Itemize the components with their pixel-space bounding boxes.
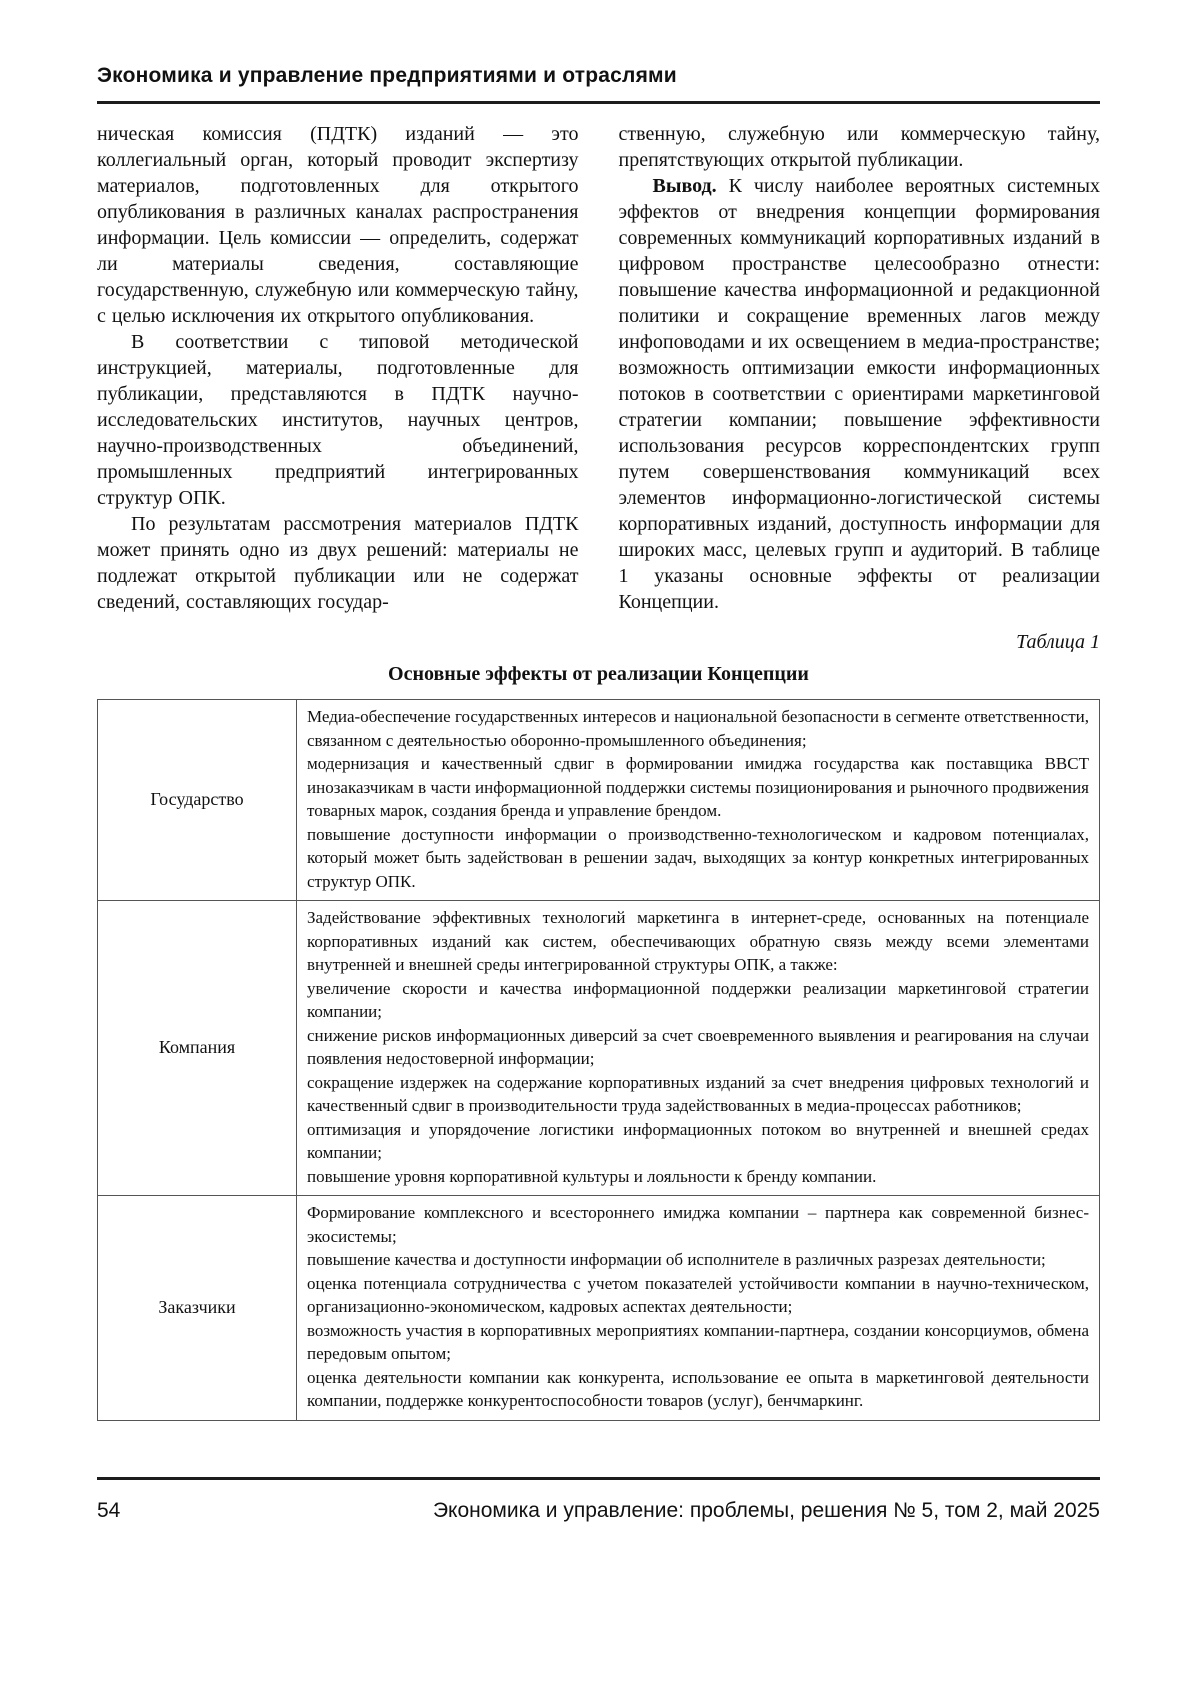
table-caption: Таблица 1 — [1016, 631, 1100, 653]
table-item: сокращение издержек на содержание корпоративных изданий за счет внедрения цифровых технологий и качественный сдвиг в производительности труда задействованных в медиа-процессах работников; — [307, 1072, 1089, 1115]
footer-rule — [97, 1477, 1100, 1480]
paragraph: ническая комиссия (ПДТК) изданий — это коллегиальный орган, который проводит экспертизу материалов, подготовленных для открытого опубликования в различных каналах распространения информации. Цель комиссии — определить, содержат ли материалы сведения, составляющие государственную, служебную или коммерческую тайну, с целью исключения их открытого опубликования. — [97, 123, 579, 327]
table-item: снижение рисков информационных диверсий за счет своевременного выявления и реагирования на случаи появления недостоверной информации; — [307, 1025, 1089, 1068]
table-item: оценка потенциала сотрудничества с учетом показателей устойчивости компании в научно-техническом, организационно-экономическом, кадровых аспектах деятельности; — [307, 1273, 1089, 1316]
paragraph-lead: Вывод. — [652, 175, 729, 197]
body-columns — [97, 121, 1100, 615]
table-row — [98, 700, 1100, 901]
table-item: Медиа-обеспечение государственных интересов и национальной безопасности в сегменте ответственности, связанном с деятельностью оборонно-промышленного объединения; — [307, 707, 1089, 750]
table-item: повышение качества и доступности информации об исполнителе в различных разрезах деятельности; — [307, 1250, 1046, 1269]
column-right — [619, 121, 1101, 615]
table-item: модернизация и качественный сдвиг в формировании имиджа государства как поставщика ВВСТ инозаказчикам в части информационной поддержки системы позиционирования и рыночного продвижения товарных марок, создания бренда и управление брендом. — [307, 754, 1089, 820]
table-item: оценка деятельности компании как конкурента, использование ее опыта в маркетинговой деятельности компании, поддержке конкурентоспособности товаров (услуг), бенчмаркинг. — [307, 1367, 1089, 1410]
table-item: повышение уровня корпоративной культуры и лояльности к бренду компании. — [307, 1166, 877, 1186]
table-item: увеличение скорости и качества информационной поддержки реализации маркетинговой стратегии компании; — [307, 978, 1089, 1021]
running-head-title: Экономика и управление предприятиями и отраслями — [97, 64, 677, 87]
row-label-cell: Государство — [98, 700, 297, 901]
paragraph: В соответствии с типовой методической инструкцией, материалы, подготовленные для публикации, представляются в ПДТК научно-исследовательских институтов, научных центров, научно-производственных объединений, промышленных предприятий интегрированных структур ОПК. — [97, 331, 579, 509]
row-content-cell — [297, 700, 1100, 901]
page-number: 54 — [97, 1498, 121, 1522]
table-item: возможность участия в корпоративных мероприятиях компании-партнера, создании консорциумов, обмена передовым опытом; — [307, 1320, 1089, 1363]
paragraph: По результатам рассмотрения материалов ПДТК может принять одно из двух решений: материалы не подлежат открытой публикации или не содержат сведений, составляющих государ- — [97, 513, 579, 613]
row-label-cell: Компания — [98, 901, 297, 1196]
page-footer — [97, 1499, 1100, 1523]
table-item: повышение доступности информации о производственно-технологическом и кадровом потенциалах, который может быть задействован в решении задач, выходящих за контур конкретных интегрированных структур ОПК. — [307, 824, 1089, 891]
table-row — [98, 901, 1100, 1196]
table-item: Формирование комплексного и всестороннего имиджа компании – партнера как современной бизнес-экосистемы; — [307, 1203, 1089, 1246]
column-left — [97, 121, 579, 615]
table-item: Задействование эффективных технологий маркетинга в интернет-среде, основанных на потенциале корпоративных изданий как систем, обеспечивающих обратную связь между всеми элементами внутренней и внешней среды интегрированной структуры ОПК, а также: — [307, 908, 1089, 974]
table-row — [98, 1196, 1100, 1421]
table-item: оптимизация и упорядочение логистики информационных потоком во внутренней и внешней средах компании; — [307, 1119, 1089, 1162]
header-rule — [97, 101, 1100, 104]
paragraph: Вывод. К числу наиболее вероятных системных эффектов от внедрения концепции формирования современных коммуникаций корпоративных изданий в цифровом пространстве целесообразно отнести: повышение качества информационной и редакционной политики и сокращение временных лагов между инфоповодами и их освещением в медиа-пространстве; возможность оптимизации емкости информационных потоков в соответствии с ориентирами маркетинговой стратегии компании; повышение эффективности использования ресурсов корреспондентских групп путем совершенствования коммуникаций всех элементов информационно-логистической системы корпоративных изданий, доступность информации для широких масс, целевых групп и аудиторий. В таблице 1 указаны основные эффекты от реализации Концепции. — [618, 175, 1100, 613]
row-content-cell — [297, 1196, 1100, 1421]
table-title: Основные эффекты от реализации Концепции — [388, 663, 809, 685]
row-label-cell: Заказчики — [98, 1196, 297, 1421]
effects-table — [97, 699, 1100, 1421]
paragraph: ственную, служебную или коммерческую тайну, препятствующих открытой публикации. — [618, 123, 1100, 171]
journal-title: Экономика и управление: проблемы, решения № 5, том 2, май 2025 — [432, 1498, 1100, 1522]
row-content-cell — [297, 901, 1100, 1196]
